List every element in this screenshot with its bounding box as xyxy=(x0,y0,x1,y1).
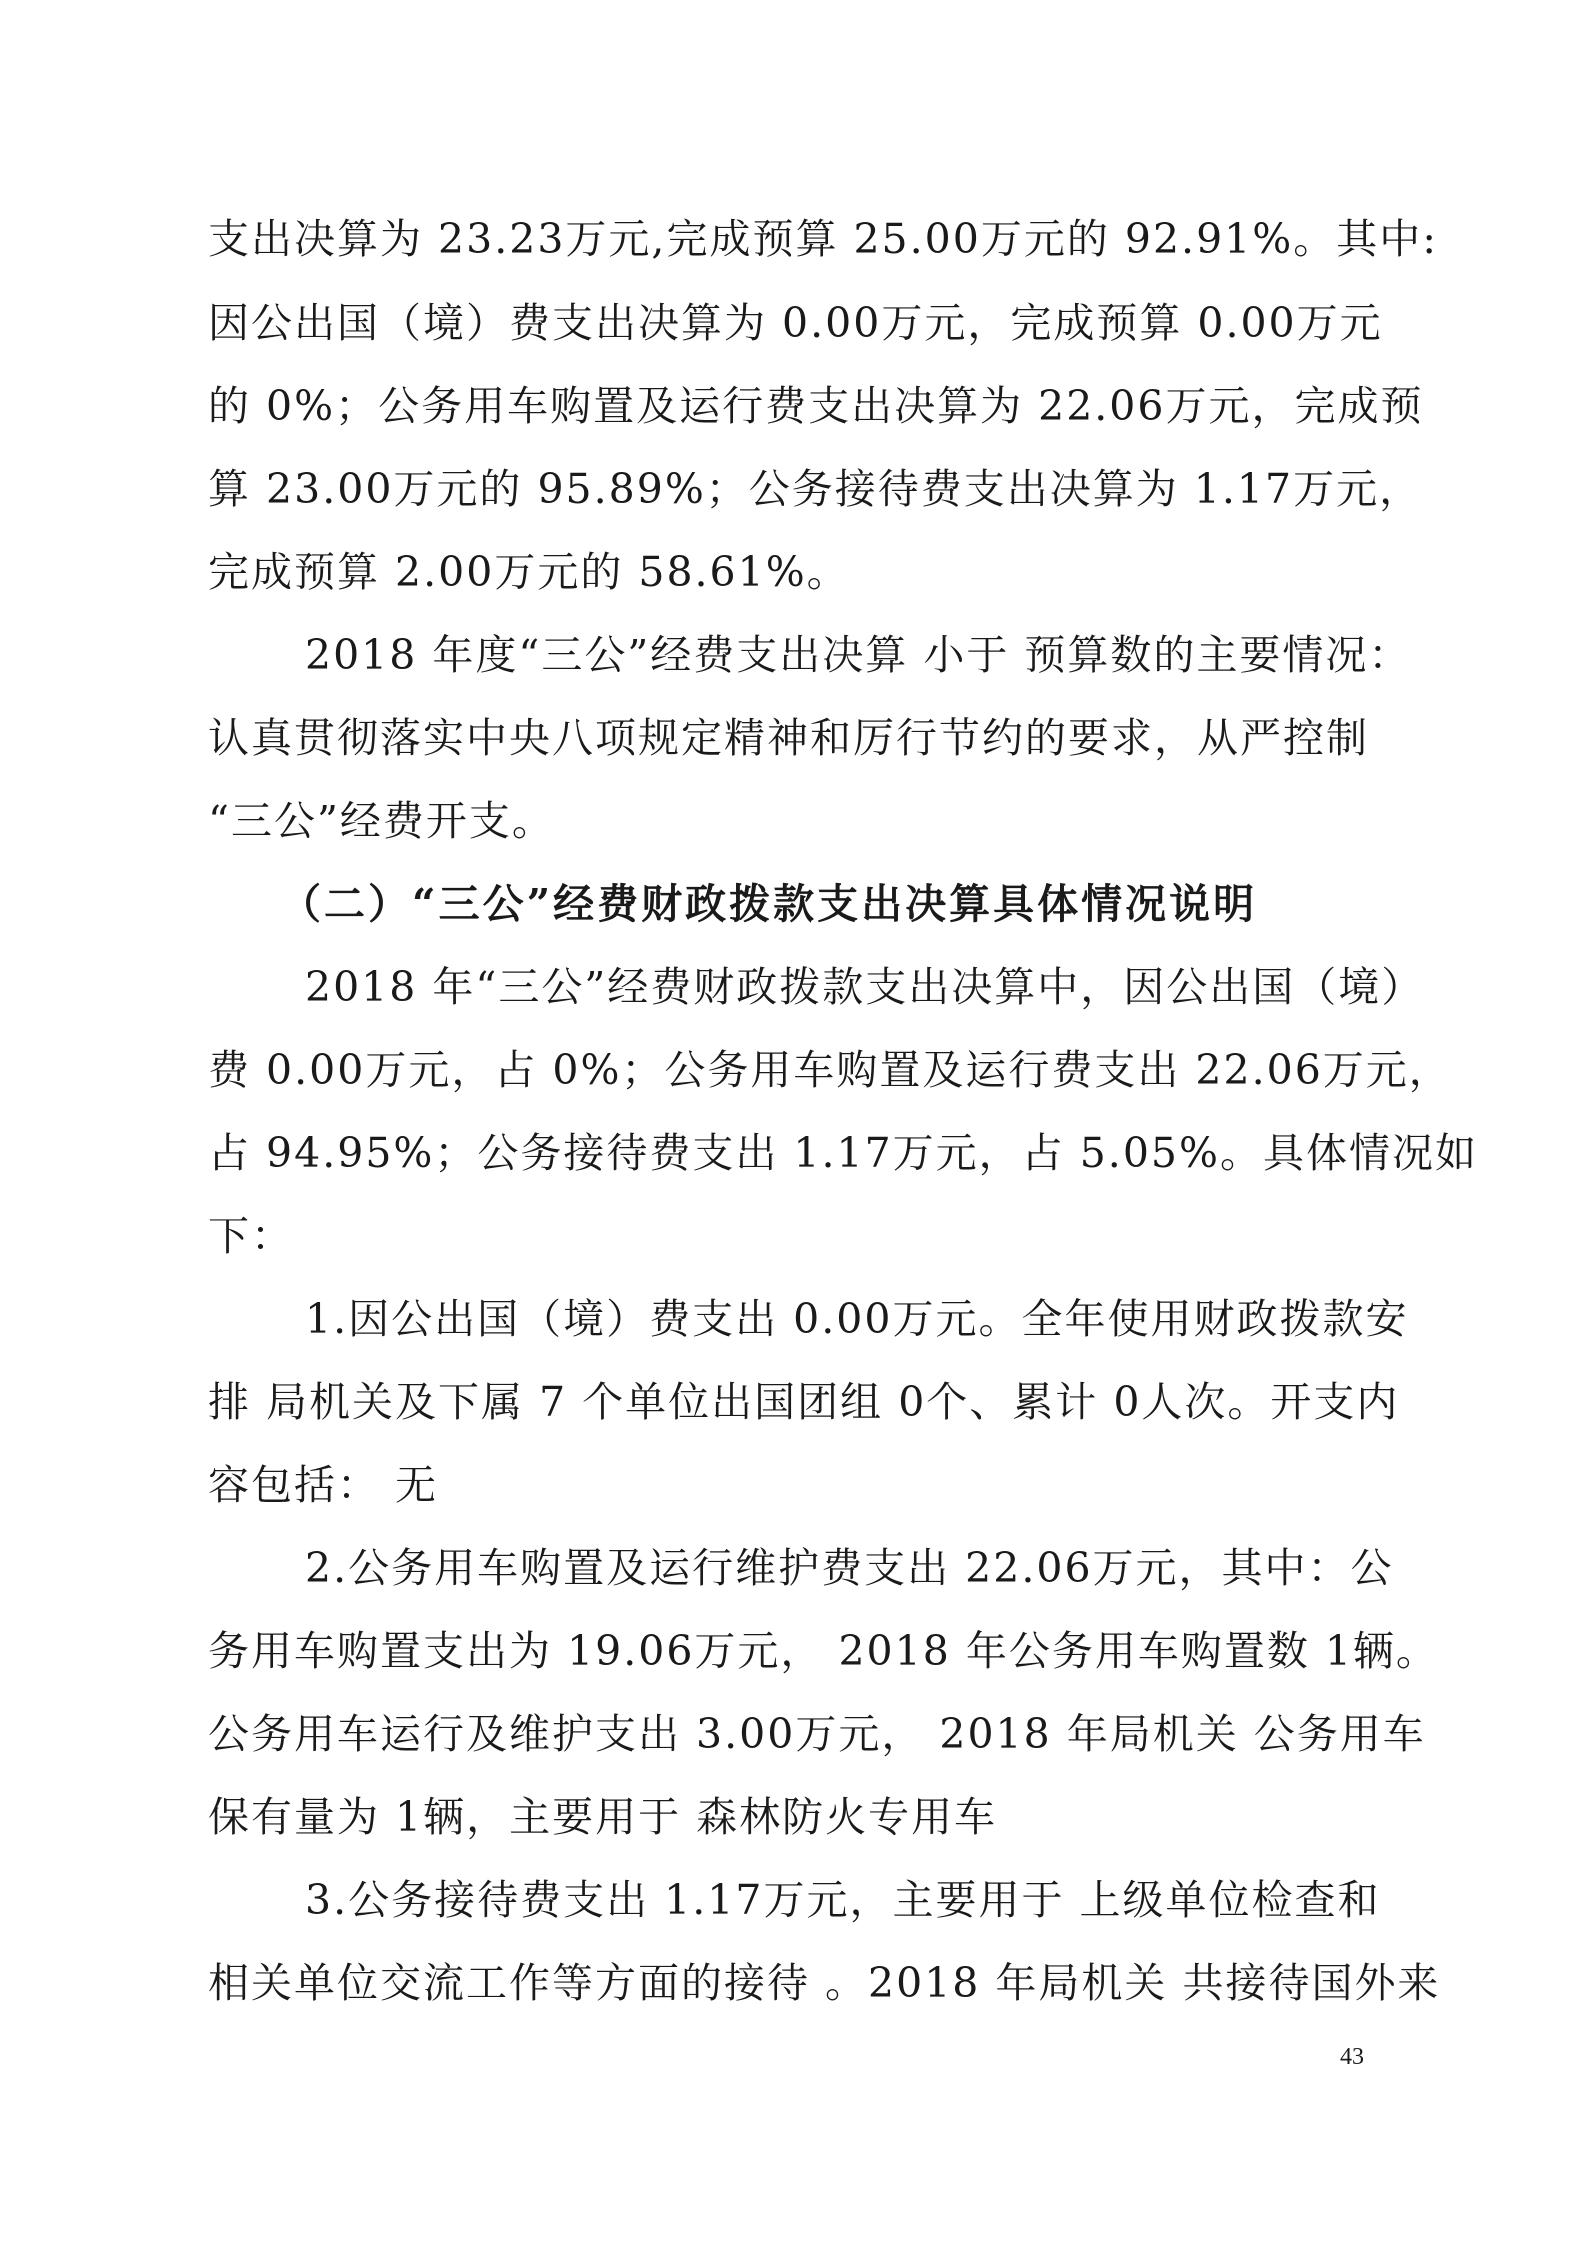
body-text-line: 算 23.00万元的 95.89%；公务接待费支出决算为 1.17万元， xyxy=(208,465,1423,513)
body-text-line: “三公”经费开支。 xyxy=(208,797,555,845)
section-heading: （二）“三公”经费财政拨款支出决算具体情况说明 xyxy=(280,880,1258,928)
body-text-line: 务用车购置支出为 19.06万元， 2018 年公务用车购置数 1辆。 xyxy=(208,1627,1439,1675)
body-text-line: 2.公务用车购置及运行维护费支出 22.06万元，其中：公 xyxy=(305,1544,1394,1592)
body-text-line: 完成预算 2.00万元的 58.61%。 xyxy=(208,548,850,596)
body-text-line: 因公出国（境）费支出决算为 0.00万元，完成预算 0.00万元 xyxy=(208,299,1383,347)
body-text-line: 相关单位交流工作等方面的接待 。2018 年局机关 共接待国外来 xyxy=(208,1959,1441,2007)
body-text-line: 2018 年“三公”经费财政拨款支出决算中，因公出国（境） xyxy=(305,963,1425,1011)
body-text-line: 保有量为 1辆，主要用于 森林防火专用车 xyxy=(208,1793,998,1841)
body-text-line: 1.因公出国（境）费支出 0.00万元。全年使用财政拨款安 xyxy=(305,1295,1409,1343)
body-text-line: 排 局机关及下属 7 个单位出国团组 0个、累计 0人次。开支内 xyxy=(208,1378,1400,1426)
page-number: 43 xyxy=(1340,2044,1364,2070)
body-text-line: 3.公务接待费支出 1.17万元，主要用于 上级单位检查和 xyxy=(305,1876,1381,1924)
body-text-line: 支出决算为 23.23万元,完成预算 25.00万元的 92.91%。其中: xyxy=(208,215,1439,263)
body-text-line: 容包括： 无 xyxy=(208,1461,439,1509)
body-text-line: 公务用车运行及维护支出 3.00万元， 2018 年局机关 公务用车 xyxy=(208,1710,1426,1758)
body-text-line: 占 94.95%；公务接待费支出 1.17万元，占 5.05%。具体情况如 xyxy=(208,1129,1478,1177)
body-text-line: 费 0.00万元，占 0%；公务用车购置及运行费支出 22.06万元， xyxy=(208,1046,1452,1094)
body-text-line: 认真贯彻落实中央八项规定精神和厉行节约的要求，从严控制 xyxy=(208,714,1369,762)
body-text-line: 的 0%；公务用车购置及运行费支出决算为 22.06万元，完成预 xyxy=(208,382,1424,430)
body-text-line: 下： xyxy=(208,1212,294,1260)
body-text-line: 2018 年度“三公”经费支出决算 小于 预算数的主要情况： xyxy=(305,631,1412,679)
